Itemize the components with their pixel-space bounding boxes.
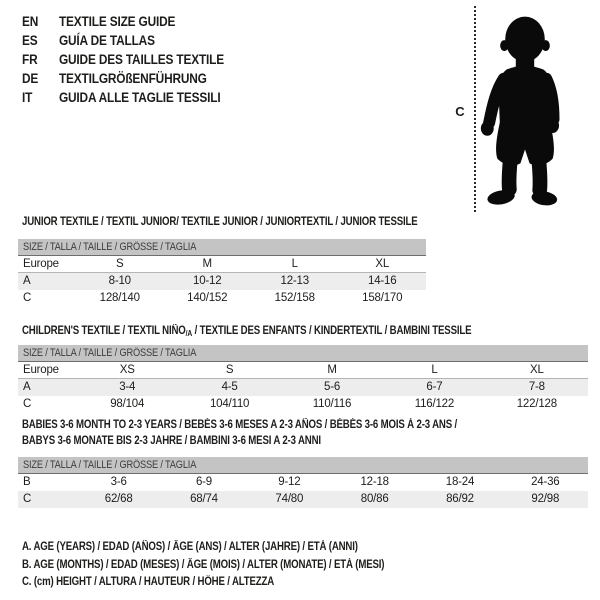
- language-code: IT: [22, 90, 33, 105]
- table-cell: 14-16: [368, 275, 397, 287]
- table-cell: L: [431, 364, 438, 376]
- table-cell: L: [291, 258, 298, 270]
- row-label: Europe: [23, 258, 59, 270]
- table-cell: 110/116: [312, 398, 352, 410]
- table-cell: S: [225, 364, 234, 376]
- babies-section-title-line2: BABYS 3-6 MONATE BIS 2-3 JAHRE / BAMBINI 3-6 MESI A 2-3 ANNI: [22, 435, 321, 447]
- row-label: A: [23, 275, 31, 287]
- table-cell: 104/110: [209, 398, 250, 410]
- children-section-title: [22, 324, 471, 341]
- table-cell: 7-8: [528, 381, 545, 393]
- row-label: A: [23, 381, 31, 393]
- table-cell: M: [327, 364, 337, 376]
- table-row-a: [18, 379, 588, 396]
- language-code: FR: [22, 52, 38, 67]
- table-cell: 158/170: [362, 292, 403, 304]
- height-measure-line: [474, 6, 476, 212]
- table-cell: 5-6: [324, 381, 341, 393]
- children-title-pre: CHILDREN'S TEXTILE / TEXTIL NIÑO: [22, 325, 186, 337]
- size-header-bar: [18, 239, 426, 256]
- table-cell: 140/152: [187, 292, 228, 304]
- table-cell: 4-5: [221, 381, 238, 393]
- size-header-label: SIZE / TALLA / TAILLE / GRÖSSE / TAGLIA: [23, 347, 197, 359]
- footnote-a: A. AGE (YEARS) / EDAD (AÑOS) / ÂGE (ANS) / ALTER (JAHRE) / ETÀ (ANNI): [22, 541, 358, 553]
- row-label: C: [23, 398, 32, 410]
- language-title: TEXTILE SIZE GUIDE: [58, 14, 176, 29]
- table-cell: 18-24: [445, 476, 475, 488]
- row-label: Europe: [23, 364, 59, 376]
- table-row-a: [18, 273, 426, 290]
- table-cell: 98/104: [110, 398, 145, 410]
- table-cell: 8-10: [108, 275, 131, 287]
- table-cell: 62/68: [104, 493, 133, 505]
- table-cell: M: [202, 258, 212, 270]
- table-cell: 86/92: [446, 493, 474, 505]
- table-cell: 3-4: [119, 381, 136, 393]
- table-cell: 68/74: [190, 493, 218, 505]
- children-title-post: / TEXTILE DES ENFANTS / KINDERTEXTIL / BAMBINI TESSILE: [192, 325, 472, 337]
- size-header-label: SIZE / TALLA / TAILLE / GRÖSSE / TAGLIA: [23, 459, 197, 471]
- table-row-c: [18, 491, 588, 508]
- table-cell: S: [116, 258, 124, 270]
- table-cell: 116/122: [414, 398, 455, 410]
- language-title: GUÍA DE TALLAS: [58, 33, 155, 48]
- language-row-en: [22, 12, 224, 31]
- table-cell: 6-9: [195, 476, 212, 488]
- table-cell: 122/128: [516, 398, 557, 410]
- junior-section-title: JUNIOR TEXTILE / TEXTIL JUNIOR/ TEXTILE JUNIOR / JUNIORTEXTIL / JUNIOR TESSILE: [22, 216, 418, 228]
- size-header-label: SIZE / TALLA / TAILLE / GRÖSSE / TAGLIA: [23, 241, 197, 253]
- table-cell: 152/158: [274, 292, 315, 304]
- language-title: GUIDA ALLE TAGLIE TESSILI: [58, 90, 221, 105]
- table-cell: XS: [119, 364, 135, 376]
- table-cell: 92/98: [531, 493, 560, 505]
- row-label: C: [23, 292, 32, 304]
- junior-size-table: [18, 239, 426, 307]
- table-cell: 10-12: [193, 275, 222, 287]
- table-cell: 6-7: [426, 381, 443, 393]
- language-row-de: [22, 69, 224, 88]
- children-title-sub: /A: [185, 329, 193, 338]
- babies-size-table: [18, 457, 588, 508]
- footnote-c: C. (cm) HEIGHT / ALTURA / HAUTEUR / HÖHE / ALTEZZA: [22, 576, 275, 588]
- language-title: TEXTILGRÖßENFÜHRUNG: [58, 71, 207, 86]
- language-row-es: [22, 31, 224, 50]
- row-label: C: [23, 493, 32, 505]
- footnote-b: B. AGE (MONTHS) / EDAD (MESES) / ÂGE (MOIS) / ALTER (MONATE) / ETÀ (MESI): [22, 558, 385, 571]
- height-measure-label: C: [455, 104, 465, 119]
- table-row-c: [18, 396, 588, 413]
- language-legend: [22, 12, 224, 107]
- language-code: ES: [22, 33, 38, 48]
- table-cell: 12-13: [280, 275, 309, 287]
- table-row-b: [18, 474, 588, 491]
- table-cell: 128/140: [99, 292, 140, 304]
- language-row-fr: [22, 50, 224, 69]
- size-header-bar: [18, 345, 588, 362]
- table-cell: 9-12: [278, 476, 301, 488]
- table-cell: 24-36: [531, 476, 560, 488]
- babies-section-title-line1: BABIES 3-6 MONTH TO 2-3 YEARS / BEBÉS 3-6 MESES A 2-3 AÑOS / BÉBÉS 3-6 MOIS À 2-3 ANS /: [22, 419, 458, 431]
- size-header-bar: [18, 457, 588, 474]
- table-cell: 80/86: [360, 493, 389, 505]
- language-code: DE: [22, 71, 39, 86]
- table-cell: XL: [529, 364, 544, 376]
- table-cell: 12-18: [360, 476, 389, 488]
- table-row-europe: [18, 256, 426, 273]
- table-row-c: [18, 290, 426, 307]
- table-cell: XL: [375, 258, 390, 270]
- table-cell: 3-6: [110, 476, 127, 488]
- language-row-it: [22, 88, 224, 107]
- row-label: B: [23, 476, 31, 488]
- language-title: GUIDE DES TAILLES TEXTILE: [58, 52, 224, 67]
- table-cell: 74/80: [275, 493, 304, 505]
- children-size-table: [18, 345, 588, 413]
- table-row-europe: [18, 362, 588, 379]
- language-code: EN: [22, 14, 39, 29]
- toddler-silhouette-icon: [479, 7, 571, 218]
- footnotes: [22, 539, 453, 592]
